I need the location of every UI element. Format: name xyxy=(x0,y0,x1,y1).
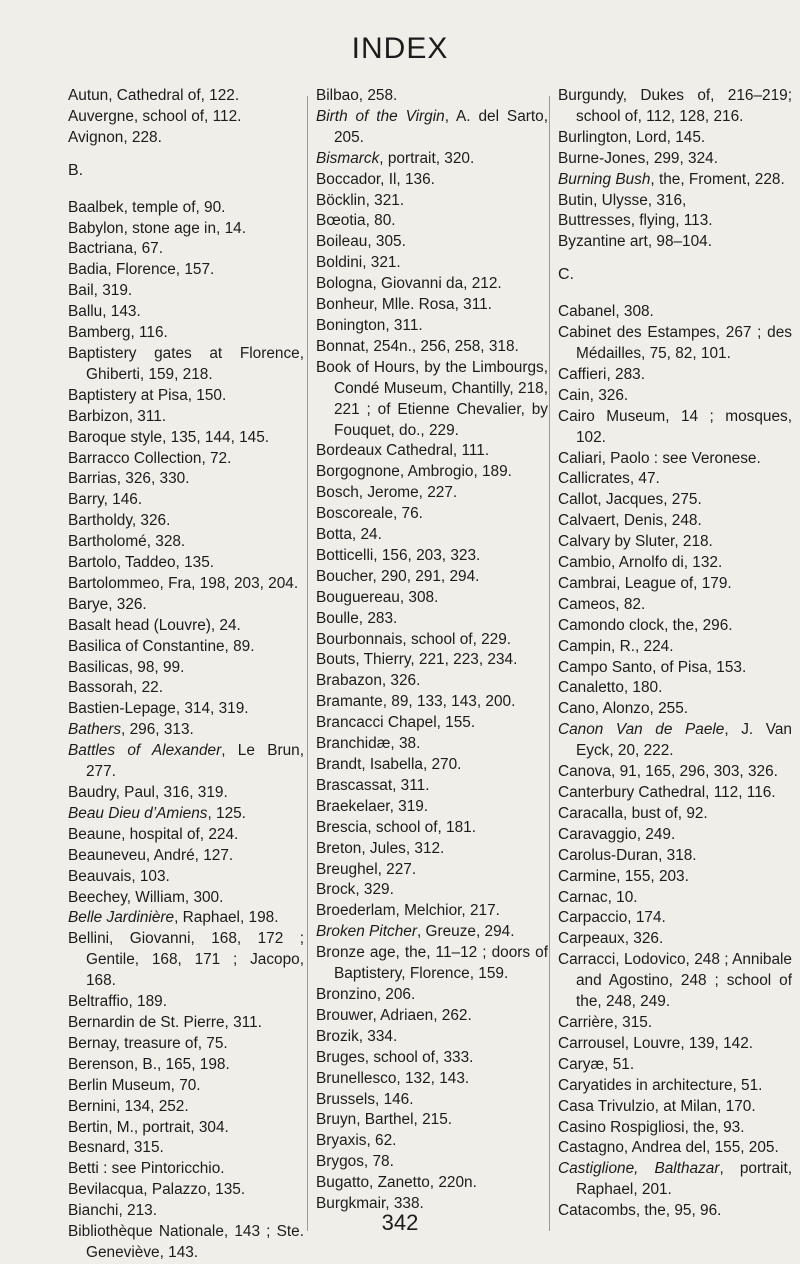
index-entry: Bruges, school of, 333. xyxy=(316,1048,474,1066)
index-entry-text: , portrait, Raphael, 201. xyxy=(576,1160,793,1199)
index-entry: Brouwer, Adriaen, 262. xyxy=(316,1006,472,1024)
index-entry: Bryaxis, 62. xyxy=(316,1132,397,1150)
index-entry: Beltraffio, 189. xyxy=(68,993,167,1011)
index-entry: Cabanel, 308. xyxy=(558,303,654,321)
index-entry-text: , Le Brun, 277. xyxy=(86,742,304,781)
index-entry: Carolus-Duran, 318. xyxy=(558,846,697,864)
index-entry: Casino Rospigliosi, the, 93. xyxy=(558,1118,745,1136)
index-entry: Bastien-Lepage, 314, 319. xyxy=(68,700,249,718)
index-entry-title: Broken Pitcher xyxy=(316,923,417,941)
index-entry: Carpaccio, 174. xyxy=(558,909,666,927)
index-entry-title: Belle Jardinière xyxy=(68,909,175,927)
index-entry: Bernini, 134, 252. xyxy=(68,1097,189,1115)
index-entry: Beauneveu, André, 127. xyxy=(68,846,234,864)
index-entry: Broederlam, Melchior, 217. xyxy=(316,902,500,920)
index-entry: Bianchi, 213. xyxy=(68,1202,157,1220)
index-entry: Beechey, William, 300. xyxy=(68,888,224,906)
index-entry: Basilicas, 98, 99. xyxy=(68,658,185,676)
index-entry: Bilbao, 258. xyxy=(316,87,398,104)
index-entry: Bruyn, Barthel, 215. xyxy=(316,1111,453,1129)
index-entry: Brygos, 78. xyxy=(316,1153,394,1171)
index-entry: Boucher, 290, 291, 294. xyxy=(316,567,480,585)
index-entry: Bœotia, 80. xyxy=(316,212,396,230)
index-entry-text: , the, Froment, 228. xyxy=(650,170,785,188)
section-letter: C. xyxy=(558,266,574,284)
index-entry: Bartolo, Taddeo, 135. xyxy=(68,554,215,572)
index-entry xyxy=(68,908,304,929)
index-entry: Brabazon, 326. xyxy=(316,672,421,690)
index-entry: Boccador, Il, 136. xyxy=(316,170,435,188)
index-entry: Berlin Museum, 70. xyxy=(68,1076,201,1094)
index-column-3 xyxy=(558,86,792,1222)
index-entry: Bordeaux Cathedral, 111. xyxy=(316,442,490,460)
index-entry: Burgundy, Dukes of, 216–219; school of, 112, 128, 216. xyxy=(558,87,792,125)
index-entry-text: , Greuze, 294. xyxy=(416,923,515,941)
index-entry: Bartholdy, 326. xyxy=(68,512,171,530)
index-entry: Caryatides in architecture, 51. xyxy=(558,1076,763,1094)
index-entry: Borgognone, Ambrogio, 189. xyxy=(316,463,512,481)
index-entry: Catacombs, the, 95, 96. xyxy=(558,1202,722,1220)
index-entry: Burgkmair, 338. xyxy=(316,1195,424,1213)
index-entry: Boileau, 305. xyxy=(316,233,406,251)
index-entry-title: Castiglione, Balthazar xyxy=(558,1160,720,1178)
index-entry xyxy=(558,1159,792,1201)
index-entry-title: Bathers xyxy=(68,721,122,739)
index-entry: Brunellesco, 132, 143. xyxy=(316,1069,470,1087)
index-entry-title: Bismarck xyxy=(316,149,380,167)
index-entry: Caffieri, 283. xyxy=(558,365,645,383)
index-entry: Auvergne, school of, 112. xyxy=(68,107,242,125)
index-entry: Bassorah, 22. xyxy=(68,679,163,697)
index-entry xyxy=(558,170,792,191)
index-entry xyxy=(558,720,792,762)
index-entry: Barbizon, 311. xyxy=(68,407,167,425)
index-entry: Cain, 326. xyxy=(558,386,629,404)
index-entry: Barrias, 326, 330. xyxy=(68,470,190,488)
index-entry: Burlington, Lord, 145. xyxy=(558,128,706,146)
index-entry: Baroque style, 135, 144, 145. xyxy=(68,428,270,446)
index-entry: Baptistery gates at Florence, Ghiberti, 159, 218. xyxy=(68,344,304,383)
index-entry-title: Canon Van de Paele xyxy=(558,721,725,739)
index-entry: Babylon, stone age in, 14. xyxy=(68,219,246,237)
index-entry: Boldini, 321. xyxy=(316,254,401,272)
index-entry: Caracalla, bust of, 92. xyxy=(558,804,708,822)
index-entry-text: , A. del Sarto, 205. xyxy=(334,107,548,146)
index-entry-title: Burning Bush xyxy=(558,170,651,188)
index-entry: Brascassat, 311. xyxy=(316,776,430,794)
index-entry: Avignon, 228. xyxy=(68,128,162,146)
index-entry-text: , 296, 313. xyxy=(121,721,194,739)
index-entry: Carrière, 315. xyxy=(558,1013,653,1031)
index-entry: Carracci, Lodovico, 248 ; Annibale and Agostino, 248 ; school of the, 248, 249. xyxy=(558,951,792,1011)
index-entry: Bonheur, Mlle. Rosa, 311. xyxy=(316,296,492,314)
index-entry: Buttresses, flying, 113. xyxy=(558,212,713,230)
index-entry: Bonnat, 254n., 256, 258, 318. xyxy=(316,337,519,355)
index-entry: Caliari, Paolo : see Veronese. xyxy=(558,449,761,467)
index-column-2 xyxy=(316,86,548,1215)
index-entry: Baptistery at Pisa, 150. xyxy=(68,386,227,404)
index-entry: Baalbek, temple of, 90. xyxy=(68,198,226,216)
index-entry: Callot, Jacques, 275. xyxy=(558,491,702,509)
index-entry: Baudry, Paul, 316, 319. xyxy=(68,784,228,801)
index-entry: Calvary by Sluter, 218. xyxy=(558,533,713,551)
index-entry-text: , J. Van Eyck, 20, 222. xyxy=(576,721,792,760)
index-entry: Badia, Florence, 157. xyxy=(68,261,215,279)
index-entry: Branchidæ, 38. xyxy=(316,735,421,753)
index-entry: Carnac, 10. xyxy=(558,888,638,906)
index-entry: Cabinet des Estampes, 267 ; des Médailles, 75, 82, 101. xyxy=(558,324,792,362)
index-entry-title: Battles of Alexander xyxy=(68,742,222,760)
index-entry: Carpeaux, 326. xyxy=(558,930,664,948)
index-entry: Butin, Ulysse, 316, xyxy=(558,191,687,209)
index-entry: Bronze age, the, 11–12 ; doors of Baptistery, Florence, 159. xyxy=(316,944,548,983)
index-entry: Basalt head (Louvre), 24. xyxy=(68,616,241,634)
index-entry: Braekelaer, 319. xyxy=(316,797,429,815)
index-entry xyxy=(316,107,548,149)
index-entry: Bartholomé, 328. xyxy=(68,533,186,551)
index-entry: Bernay, treasure of, 75. xyxy=(68,1034,228,1052)
index-entry: Basilica of Constantine, 89. xyxy=(68,637,255,655)
index-entry-title: Beau Dieu d’Amiens xyxy=(68,804,208,822)
index-entry: Canterbury Cathedral, 112, 116. xyxy=(558,784,776,801)
index-entry xyxy=(316,922,548,943)
index-entry: Canaletto, 180. xyxy=(558,679,663,697)
index-entry: Campo Santo, of Pisa, 153. xyxy=(558,658,747,676)
index-entry-title: Birth of the Virgin xyxy=(316,107,445,125)
index-entry: Cameos, 82. xyxy=(558,595,646,613)
index-entry: Betti : see Pintoricchio. xyxy=(68,1160,225,1178)
index-entry: Beauvais, 103. xyxy=(68,867,170,885)
index-entry: Bernardin de St. Pierre, 311. xyxy=(68,1013,262,1031)
index-entry: Caravaggio, 249. xyxy=(558,825,676,843)
index-entry: Brandt, Isabella, 270. xyxy=(316,756,462,773)
index-entry: Carrousel, Louvre, 139, 142. xyxy=(558,1034,754,1052)
page-title: INDEX xyxy=(351,32,449,65)
index-column-1 xyxy=(68,86,304,1264)
index-entry: Beaune, hospital of, 224. xyxy=(68,825,239,843)
index-entry: Book of Hours, by the Limbourgs, Condé Museum, Chantilly, 218, 221 ; of Etienne Chevalier, by Fouquet, do., 229. xyxy=(316,358,548,439)
index-entry: Brescia, school of, 181. xyxy=(316,818,476,836)
index-entry: Callicrates, 47. xyxy=(558,470,660,488)
index-entry: Brussels, 146. xyxy=(316,1090,414,1108)
index-entry: Bouguereau, 308. xyxy=(316,588,439,606)
index-entry: Barye, 326. xyxy=(68,595,147,613)
index-entry: Bronzino, 206. xyxy=(316,985,416,1003)
page-number: 342 xyxy=(381,1210,419,1235)
index-entry: Canova, 91, 165, 296, 303, 326. xyxy=(558,763,778,781)
index-entry: Cambio, Arnolfo di, 132. xyxy=(558,554,723,572)
index-entry: Cano, Alonzo, 255. xyxy=(558,700,689,718)
index-entry: Bartolommeo, Fra, 198, 203, 204. xyxy=(68,574,299,592)
index-entry: Bail, 319. xyxy=(68,282,133,300)
index-entry: Campin, R., 224. xyxy=(558,637,674,655)
index-entry: Bouts, Thierry, 221, 223, 234. xyxy=(316,651,518,669)
index-entry-text: , portrait, 320. xyxy=(379,149,475,167)
index-entry: Brancacci Chapel, 155. xyxy=(316,714,476,732)
index-entry: Brozik, 334. xyxy=(316,1027,398,1045)
section-letter: B. xyxy=(68,161,84,179)
index-entry: Bramante, 89, 133, 143, 200. xyxy=(316,693,516,711)
index-entry: Ballu, 143. xyxy=(68,303,141,321)
column-divider xyxy=(307,96,308,1231)
index-entry: Berenson, B., 165, 198. xyxy=(68,1055,230,1073)
index-entry: Cambrai, League of, 179. xyxy=(558,574,732,592)
index-entry: Breton, Jules, 312. xyxy=(316,839,445,857)
index-entry xyxy=(68,741,304,783)
index-entry-text: , 125. xyxy=(207,804,246,822)
index-entry: Barry, 146. xyxy=(68,491,143,509)
index-entry: Bevilacqua, Palazzo, 135. xyxy=(68,1181,246,1199)
index-entry: Bertin, M., portrait, 304. xyxy=(68,1118,229,1136)
index-entry: Bourbonnais, school of, 229. xyxy=(316,630,512,648)
index-entry: Brock, 329. xyxy=(316,881,394,899)
index-entry: Breughel, 227. xyxy=(316,860,417,878)
index-entry: Boscoreale, 76. xyxy=(316,505,423,523)
index-entry: Calvaert, Denis, 248. xyxy=(558,512,702,530)
index-entry: Bactriana, 67. xyxy=(68,240,163,258)
index-entry: Bibliothèque Nationale, 143 ; Ste. Geneviève, 143. xyxy=(68,1223,304,1261)
index-entry: Casa Trivulzio, at Milan, 170. xyxy=(558,1097,756,1115)
index-entry: Bamberg, 116. xyxy=(68,324,168,342)
index-entry: Botticelli, 156, 203, 323. xyxy=(316,546,481,564)
index-entry-text: , Raphael, 198. xyxy=(174,909,279,927)
index-entry: Cairo Museum, 14 ; mosques, 102. xyxy=(558,407,792,446)
index-entry xyxy=(68,804,304,825)
index-entry: Barracco Collection, 72. xyxy=(68,449,232,467)
index-entry: Bugatto, Zanetto, 220n. xyxy=(316,1174,477,1192)
index-entry: Carmine, 155, 203. xyxy=(558,867,689,885)
index-entry: Castagno, Andrea del, 155, 205. xyxy=(558,1139,779,1157)
index-entry xyxy=(316,149,548,170)
index-entry xyxy=(68,720,304,741)
column-divider xyxy=(549,96,550,1231)
index-entry: Boulle, 283. xyxy=(316,609,398,627)
index-entry: Bonington, 311. xyxy=(316,316,423,334)
index-entry: Byzantine art, 98–104. xyxy=(558,233,713,251)
index-entry: Caryæ, 51. xyxy=(558,1055,635,1073)
index-entry: Botta, 24. xyxy=(316,526,382,544)
index-entry: Besnard, 315. xyxy=(68,1139,164,1157)
index-entry: Bosch, Jerome, 227. xyxy=(316,484,458,502)
index-entry: Burne-Jones, 299, 324. xyxy=(558,149,719,167)
index-entry: Autun, Cathedral of, 122. xyxy=(68,87,240,104)
index-entry: Bologna, Giovanni da, 212. xyxy=(316,275,502,293)
index-entry: Camondo clock, the, 296. xyxy=(558,616,733,634)
index-entry: Böcklin, 321. xyxy=(316,191,405,209)
index-entry: Bellini, Giovanni, 168, 172 ; Gentile, 168, 171 ; Jacopo, 168. xyxy=(68,930,304,990)
